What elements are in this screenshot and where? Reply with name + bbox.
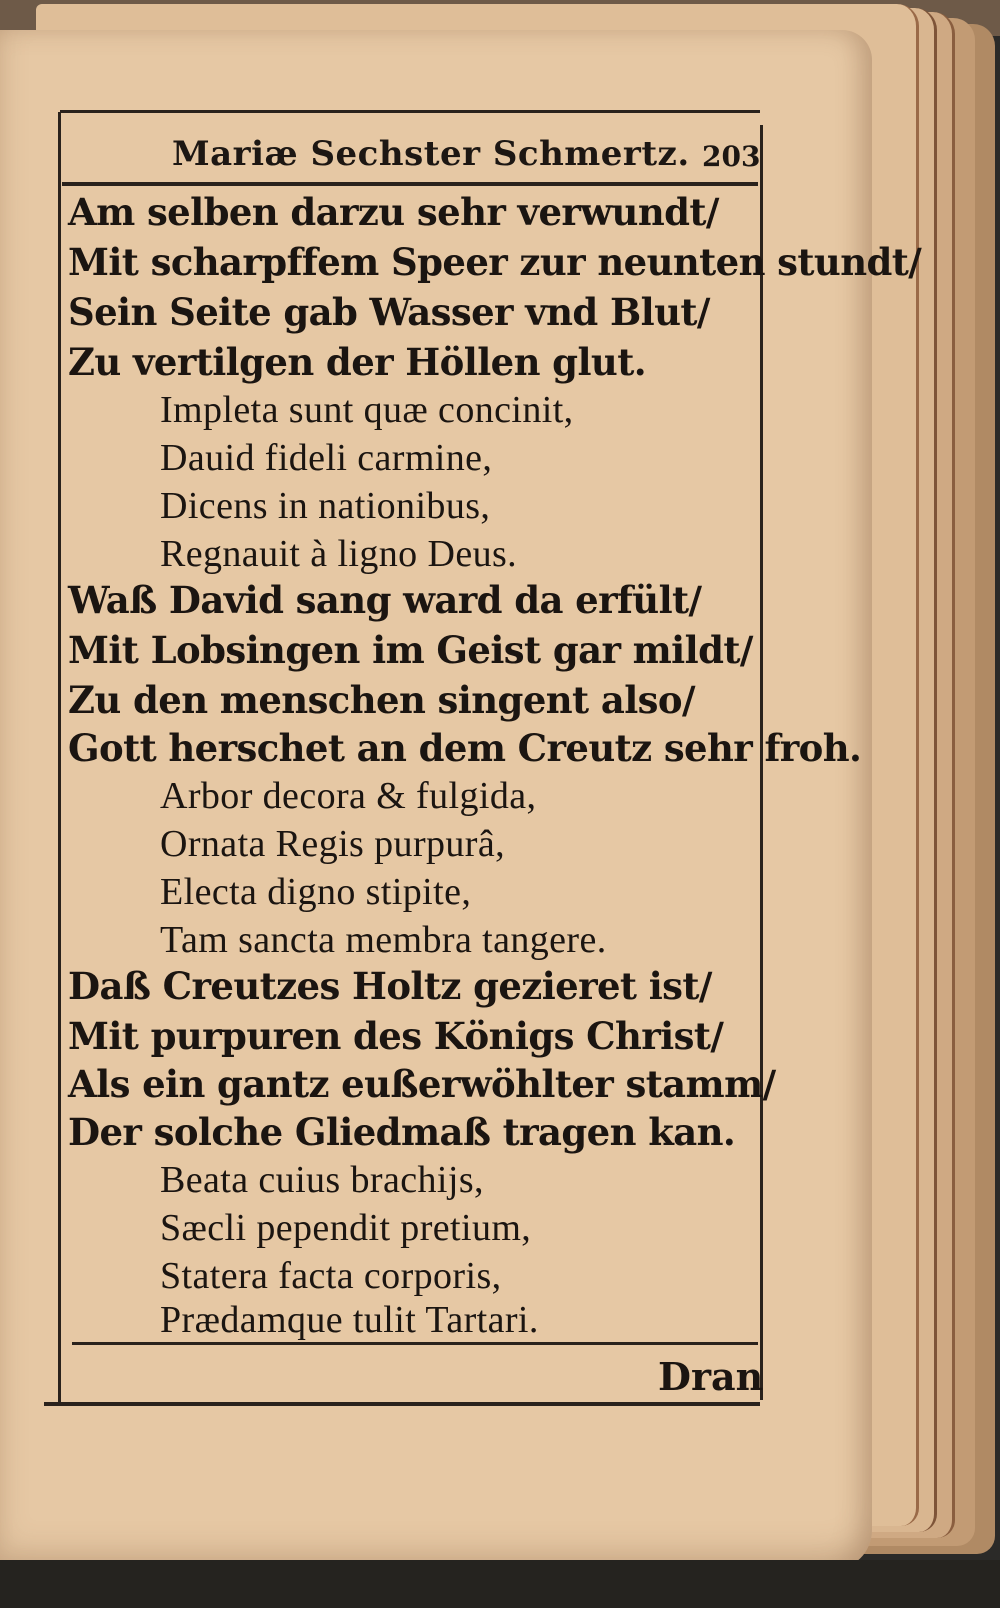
verse-line: Daß Creutzes Holtz gezieret ist/ bbox=[68, 964, 712, 1008]
verse-line: Der solche Gliedmaß tragen kan. bbox=[68, 1110, 736, 1154]
verse-line: Als ein gantz eußerwöhlter stamm/ bbox=[68, 1062, 776, 1106]
verse-line: Waß David sang ward da erfült/ bbox=[68, 578, 702, 622]
verse-line: Mit scharpffem Speer zur neunten stundt/ bbox=[68, 240, 922, 284]
bottom-background bbox=[0, 1560, 1000, 1608]
verse-line: Ornata Regis purpurâ, bbox=[160, 823, 506, 865]
verse-line: Impleta sunt quæ concinit, bbox=[160, 389, 574, 431]
frame-rule-top bbox=[60, 110, 760, 113]
footer-rule bbox=[72, 1342, 758, 1345]
verse-line: Dauid fideli carmine, bbox=[160, 437, 493, 479]
verse-line: Sæcli pependit pretium, bbox=[160, 1207, 532, 1249]
frame-rule-bottom bbox=[44, 1402, 760, 1406]
verse-line: Mit purpuren des Königs Christ/ bbox=[68, 1014, 724, 1058]
header-rule bbox=[62, 182, 758, 186]
verse-line: Regnauit à ligno Deus. bbox=[160, 533, 518, 575]
catchword: Dran bbox=[658, 1354, 764, 1399]
frame-rule-left bbox=[58, 112, 61, 1402]
verse-line: Zu vertilgen der Höllen glut. bbox=[68, 340, 646, 384]
verse-line: Zu den menschen singent also/ bbox=[68, 678, 695, 722]
running-head: Mariæ Sechster Schmertz. bbox=[172, 134, 690, 174]
page-number: 203 bbox=[702, 140, 761, 173]
verse-line: Dicens in nationibus, bbox=[160, 485, 491, 527]
verse-line: Statera facta corporis, bbox=[160, 1255, 502, 1297]
verse-line: Am selben darzu sehr verwundt/ bbox=[68, 190, 719, 234]
verse-line: Gott herschet an dem Creutz sehr froh. bbox=[68, 726, 862, 770]
verse-line: Prædamque tulit Tartari. bbox=[160, 1299, 539, 1341]
verse-line: Mit Lobsingen im Geist gar mildt/ bbox=[68, 628, 753, 672]
verse-line: Tam sancta membra tangere. bbox=[160, 919, 607, 961]
verse-line: Sein Seite gab Wasser vnd Blut/ bbox=[68, 290, 710, 334]
verse-line: Beata cuius brachijs, bbox=[160, 1159, 484, 1201]
verse-line: Electa digno stipite, bbox=[160, 871, 472, 913]
verse-line: Arbor decora & fulgida, bbox=[160, 775, 537, 817]
